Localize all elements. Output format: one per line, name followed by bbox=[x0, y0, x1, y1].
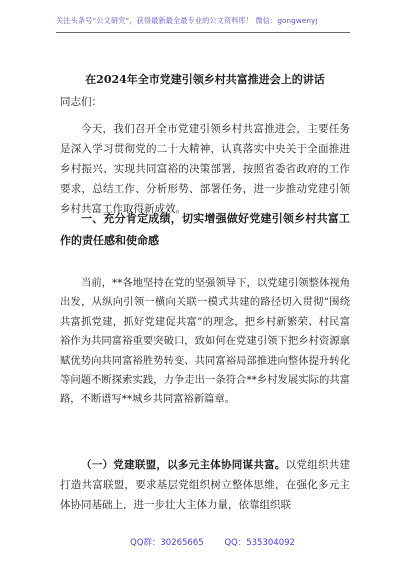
paragraph-current-situation: 当前，**各地坚持在党的坚强领导下，以党建引领整体视角出发，从纵向引领一横向关联一模式共建的路径切入贯彻“围绕共富抓党建，抓好党建促共富”的理念，把乡村新繁荣、村民富裕作为共同富裕重要突破口，致如何在党建引领下把乡村资源禀赋优势向共同富裕胜势转变、共同富裕局部推进向整体提升转化等问题不断探索实践，力争走出一条符合**乡村发展实际的共富路，不断谱写**城乡共同富裕新篇章。 bbox=[60, 277, 350, 406]
footer-contact bbox=[130, 536, 313, 548]
header-divider bbox=[56, 32, 350, 33]
qq-group-number: QQ群：30265665 bbox=[130, 538, 204, 548]
document-title: 在2024年全市党建引领乡村共富推进会上的讲话 bbox=[85, 73, 325, 86]
paragraph-party-alliance bbox=[60, 455, 350, 515]
salutation: 同志们： bbox=[60, 96, 102, 108]
paragraph-opening: 今天，我们召开全市党建引领乡村共富推进会，主要任务是深入学习贯彻党的二十大精神，认真落实中央关于全面推进乡村振兴、实现共同富裕的决策部署，按照省委省政府的工作要求，总结工作、分析形势、部署任务，进一步推动党建引领乡村共富工作取得新成效。 bbox=[60, 123, 350, 215]
qq-number: QQ：535304092 bbox=[224, 538, 295, 548]
header-banner: 关注头条号“公文研究”，获得最新最全最专业的公文资料库！ 微信：gongwenyj bbox=[56, 16, 318, 25]
subsection-heading-1: （一）党建联盟，以多元主体协同谋共富。 bbox=[81, 459, 286, 471]
paragraph-party-alliance-body: 以党组织共建打造共富联盟，要求基层党组织树立整体思维，在强化多元主体协同基础上，进一步壮大主体力量，依靠组织联 bbox=[60, 459, 351, 511]
section-heading-1: 一、充分肯定成绩，切实增强做好党建引领乡村共富工作的责任感和使命感 bbox=[60, 212, 350, 247]
